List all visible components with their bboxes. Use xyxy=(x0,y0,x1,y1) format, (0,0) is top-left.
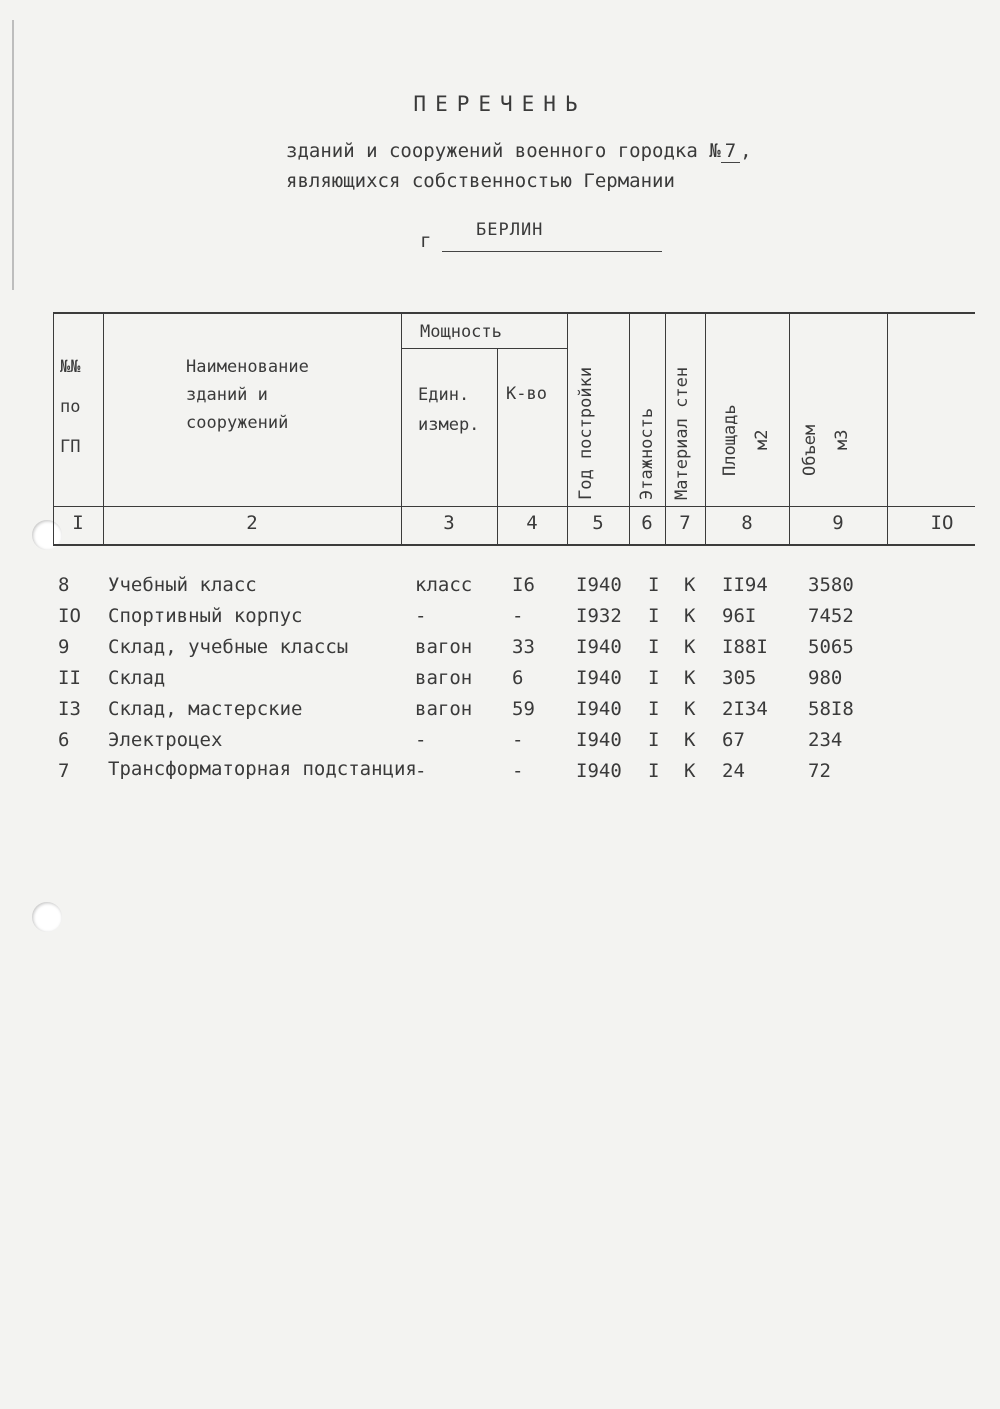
header-gp xyxy=(60,354,100,460)
header-area-unit: м2 xyxy=(752,429,772,450)
cell-name: Спортивный корпус xyxy=(108,605,303,627)
header-name xyxy=(186,353,309,437)
column-number: 3 xyxy=(443,512,455,534)
cell-material: К xyxy=(684,574,696,596)
header-material: Материал стен xyxy=(672,366,692,500)
cell-volume: 7452 xyxy=(808,605,854,627)
page-edge-mark xyxy=(12,20,14,290)
header-volume-unit: м3 xyxy=(832,429,852,450)
cell-floors: I xyxy=(648,667,660,689)
cell-qty: 59 xyxy=(512,698,535,720)
subtitle-line-1 xyxy=(286,140,752,163)
cell-year: I940 xyxy=(576,698,622,720)
cell-area: II94 xyxy=(722,574,768,596)
header-name-line: зданий и xyxy=(186,385,268,405)
table-bottom-border xyxy=(53,544,975,546)
cell-area: 24 xyxy=(722,760,745,782)
table-header-divider xyxy=(53,506,975,507)
cell-volume: 980 xyxy=(808,667,843,689)
column-number: 8 xyxy=(741,512,753,534)
cell-area: 305 xyxy=(722,667,757,689)
column-divider xyxy=(887,312,888,544)
cell-unit: вагон xyxy=(415,667,473,689)
town-number: 7 xyxy=(721,140,740,163)
header-gp-line: №№ xyxy=(60,357,81,377)
table-row xyxy=(0,698,1000,728)
table-row xyxy=(0,667,1000,697)
cell-gp: II xyxy=(58,667,81,689)
cell-name: Склад, мастерские xyxy=(108,698,303,720)
subtitle-suffix: , xyxy=(740,140,752,162)
column-number: 7 xyxy=(679,512,691,534)
table-top-border xyxy=(53,312,975,314)
cell-material: К xyxy=(684,698,696,720)
cell-floors: I xyxy=(648,760,660,782)
column-divider xyxy=(567,312,568,544)
header-gp-line: по xyxy=(60,397,81,417)
column-divider xyxy=(789,312,790,544)
cell-volume: 3580 xyxy=(808,574,854,596)
cell-area: 67 xyxy=(722,729,745,751)
cell-material: К xyxy=(684,729,696,751)
punch-hole xyxy=(32,902,62,932)
cell-floors: I xyxy=(648,698,660,720)
cell-gp: 7 xyxy=(58,760,70,782)
cell-floors: I xyxy=(648,636,660,658)
cell-material: К xyxy=(684,636,696,658)
header-name-line: Наименование xyxy=(186,357,309,377)
table-row xyxy=(0,729,1000,759)
cell-unit: - xyxy=(415,729,427,751)
cell-year: I940 xyxy=(576,636,622,658)
cell-floors: I xyxy=(648,729,660,751)
cell-gp: I3 xyxy=(58,698,81,720)
table-row xyxy=(0,636,1000,666)
header-gp-line: ГП xyxy=(60,437,81,457)
cell-qty: 33 xyxy=(512,636,535,658)
cell-year: I940 xyxy=(576,574,622,596)
cell-unit: - xyxy=(415,760,427,782)
cell-area: 2I34 xyxy=(722,698,768,720)
cell-unit: вагон xyxy=(415,636,473,658)
column-divider xyxy=(665,312,666,544)
cell-unit: класс xyxy=(415,574,473,596)
cell-area: I88I xyxy=(722,636,768,658)
header-unit-line: измер. xyxy=(418,415,480,435)
header-floors: Этажность xyxy=(637,407,657,500)
column-divider xyxy=(705,312,706,544)
subtitle-prefix: зданий и сооружений военного городка № xyxy=(286,140,721,162)
column-number: 6 xyxy=(641,512,653,534)
table-row xyxy=(0,574,1000,604)
cell-qty: I6 xyxy=(512,574,535,596)
cell-volume: 234 xyxy=(808,729,843,751)
cell-year: I940 xyxy=(576,729,622,751)
cell-floors: I xyxy=(648,574,660,596)
header-power: Мощность xyxy=(420,322,502,342)
cell-name: Электроцех xyxy=(108,729,223,751)
table-row xyxy=(0,760,1000,800)
city-prefix: г xyxy=(420,230,432,252)
document-title: ПЕРЕЧЕНЬ xyxy=(413,92,587,116)
cell-gp: 8 xyxy=(58,574,70,596)
cell-volume: 72 xyxy=(808,760,831,782)
cell-material: К xyxy=(684,667,696,689)
cell-name: Склад xyxy=(108,667,166,689)
cell-gp: 6 xyxy=(58,729,70,751)
cell-year: I932 xyxy=(576,605,622,627)
city-underline xyxy=(442,251,662,252)
cell-volume: 58I8 xyxy=(808,698,854,720)
column-divider xyxy=(103,312,104,544)
column-number: 2 xyxy=(246,512,258,534)
cell-unit: - xyxy=(415,605,427,627)
cell-year: I940 xyxy=(576,760,622,782)
city-name: БЕРЛИН xyxy=(476,220,544,240)
header-year: Год постройки xyxy=(576,366,596,500)
header-unit xyxy=(418,380,479,440)
column-number: IO xyxy=(930,512,954,534)
cell-floors: I xyxy=(648,605,660,627)
cell-volume: 5065 xyxy=(808,636,854,658)
column-number: 5 xyxy=(592,512,604,534)
cell-area: 96I xyxy=(722,605,757,627)
cell-name: Склад, учебные классы xyxy=(108,636,349,658)
cell-qty: - xyxy=(512,760,524,782)
cell-qty: - xyxy=(512,729,524,751)
header-volume: Объем xyxy=(800,424,820,476)
column-divider xyxy=(401,312,402,544)
cell-qty: - xyxy=(512,605,524,627)
header-area: Площадь xyxy=(720,404,740,476)
header-qty: К-во xyxy=(506,384,547,404)
cell-qty: 6 xyxy=(512,667,524,689)
column-divider xyxy=(629,312,630,544)
cell-name: Трансформаторная подстанция xyxy=(108,758,417,780)
table-row xyxy=(0,605,1000,635)
cell-name: Учебный класс xyxy=(108,574,257,596)
column-number: 4 xyxy=(526,512,538,534)
column-number: I xyxy=(72,512,84,534)
cell-gp: 9 xyxy=(58,636,70,658)
header-unit-line: Един. xyxy=(418,385,470,405)
column-divider xyxy=(53,312,54,544)
cell-unit: вагон xyxy=(415,698,473,720)
cell-material: К xyxy=(684,760,696,782)
subtitle-line-2: являющихся собственностью Германии xyxy=(286,170,675,192)
cell-gp: IO xyxy=(58,605,81,627)
cell-year: I940 xyxy=(576,667,622,689)
cell-material: К xyxy=(684,605,696,627)
header-name-line: сооружений xyxy=(186,413,289,433)
power-subheader-divider xyxy=(401,348,567,349)
column-number: 9 xyxy=(832,512,844,534)
